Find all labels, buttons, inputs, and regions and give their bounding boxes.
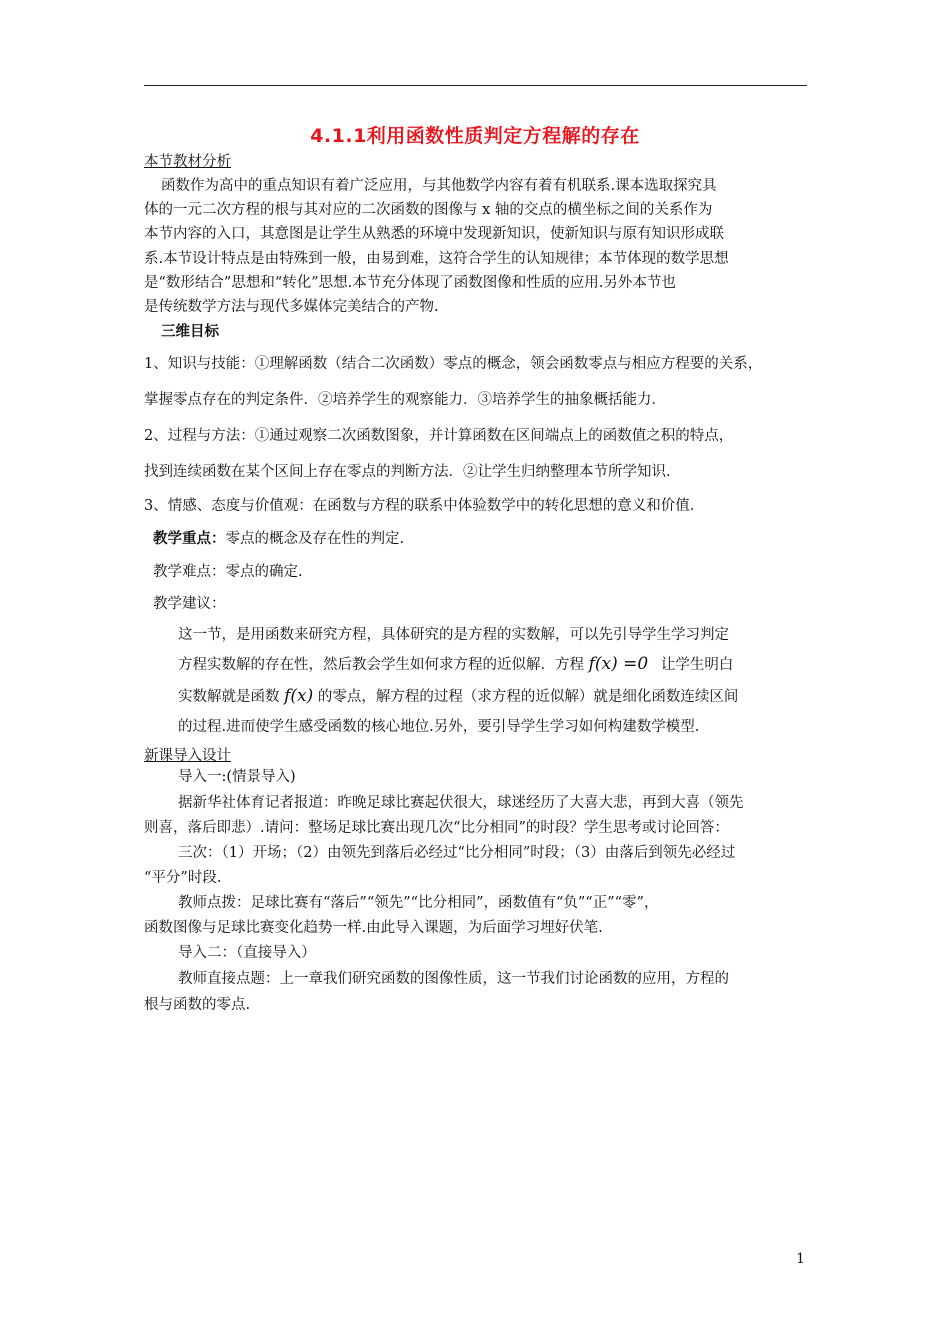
goal-line: 2、过程与方法：①通过观察二次函数图象，并计算函数在区间端点上的函数值之积的特点， (144, 428, 734, 444)
difficulty-text: 零点的确定. (225, 564, 303, 580)
advice-line-text: 的零点，解方程的过程（求方程的近似解）就是细化函数连续区间 (317, 689, 739, 705)
paragraph-line: 本节内容的入口，其意图是让学生从熟悉的环境中发现新知识，使新知识与原有知识形成联 (144, 226, 724, 242)
section-heading-analysis: 本节教材分析 (144, 154, 231, 170)
advice-line: 的过程.进而使学生感受函数的核心地位.另外，要引导学生学习如何构建数学模型. (178, 719, 700, 735)
advice-line (178, 686, 738, 707)
paragraph-line: 体的一元二次方程的根与其对应的二次函数的图像与 x 轴的交点的横坐标之间的关系作为 (144, 202, 713, 218)
goal-line: 掌握零点存在的判定条件．②培养学生的观察能力．③培养学生的抽象概括能力． (144, 392, 666, 408)
advice-line (178, 654, 733, 675)
intro-line: 导入二：（直接导入） (178, 945, 316, 961)
intro-line: 则喜，落后即悲）.请问：整场足球比赛出现几次“比分相同”的时段？学生思考或讨论回答： (144, 820, 729, 836)
advice-label: 教学建议： (153, 596, 226, 612)
intro-line: 三次：（1）开场；（2）由领先到落后必经过“比分相同”时段；（3）由落后到领先必经过 (178, 845, 736, 861)
math-expression: f(x) =0 (588, 654, 649, 674)
advice-line-text: 实数解就是函数 (178, 689, 280, 705)
intro-line: 函数图像与足球比赛变化趋势一样.由此导入课题，为后面学习埋好伏笔. (144, 920, 603, 936)
intro-line: 导入一:(情景导入) (178, 769, 296, 785)
section-heading-intro: 新课导入设计 (144, 748, 231, 764)
page-title: 4.1.1利用函数性质判定方程解的存在 (310, 125, 640, 147)
paragraph-line: 是传统数学方法与现代多媒体完美结合的产物. (144, 299, 439, 315)
difficulty-row (153, 562, 303, 582)
keypoint-label: 教学重点： (153, 531, 226, 547)
difficulty-label: 教学难点： (153, 564, 226, 580)
paragraph-line: 是“数形结合”思想和“转化”思想.本节充分体现了函数图像和性质的应用.另外本节也 (144, 275, 676, 291)
advice-line-text: 方程实数解的存在性，然后教会学生如何求方程的近似解．方程 (178, 657, 584, 673)
section-heading-goals: 三维目标 (161, 324, 219, 340)
intro-line: 教师直接点题：上一章我们研究函数的图像性质，这一节我们讨论函数的应用，方程的 (178, 971, 729, 987)
goal-line: 1、知识与技能：①理解函数（结合二次函数）零点的概念，领会函数零点与相应方程要的关系， (144, 356, 763, 372)
goal-line: 找到连续函数在某个区间上存在零点的判断方法．②让学生归纳整理本节所学知识． (144, 464, 681, 480)
advice-line: 这一节，是用函数来研究方程，具体研究的是方程的实数解，可以先引导学生学习判定 (178, 627, 729, 643)
intro-line: 据新华社体育记者报道：昨晚足球比赛起伏很大，球迷经历了大喜大悲，再到大喜（领先 (178, 795, 744, 811)
paragraph-line: 系.本节设计特点是由特殊到一般，由易到难，这符合学生的认知规律；本节体现的数学思想 (144, 251, 729, 267)
paragraph-line: 函数作为高中的重点知识有着广泛应用，与其他数学内容有着有机联系.课本选取探究具 (161, 178, 717, 194)
keypoint-row (153, 529, 404, 549)
goal-line: 3、情感、态度与价值观：在函数与方程的联系中体验数学中的转化思想的意义和价值． (144, 498, 705, 514)
page-number: 1 (796, 1251, 805, 1267)
keypoint-text: 零点的概念及存在性的判定. (225, 531, 405, 547)
intro-line: 根与函数的零点. (144, 997, 251, 1013)
intro-line: “平分”时段. (144, 870, 222, 886)
math-expression: f(x) (284, 686, 314, 706)
intro-line: 教师点拨：足球比赛有“落后”“领先”“比分相同”，函数值有“负”“正”“零”， (178, 895, 659, 911)
header-rule (144, 85, 807, 86)
advice-line-text: 让学生明白 (660, 657, 734, 673)
